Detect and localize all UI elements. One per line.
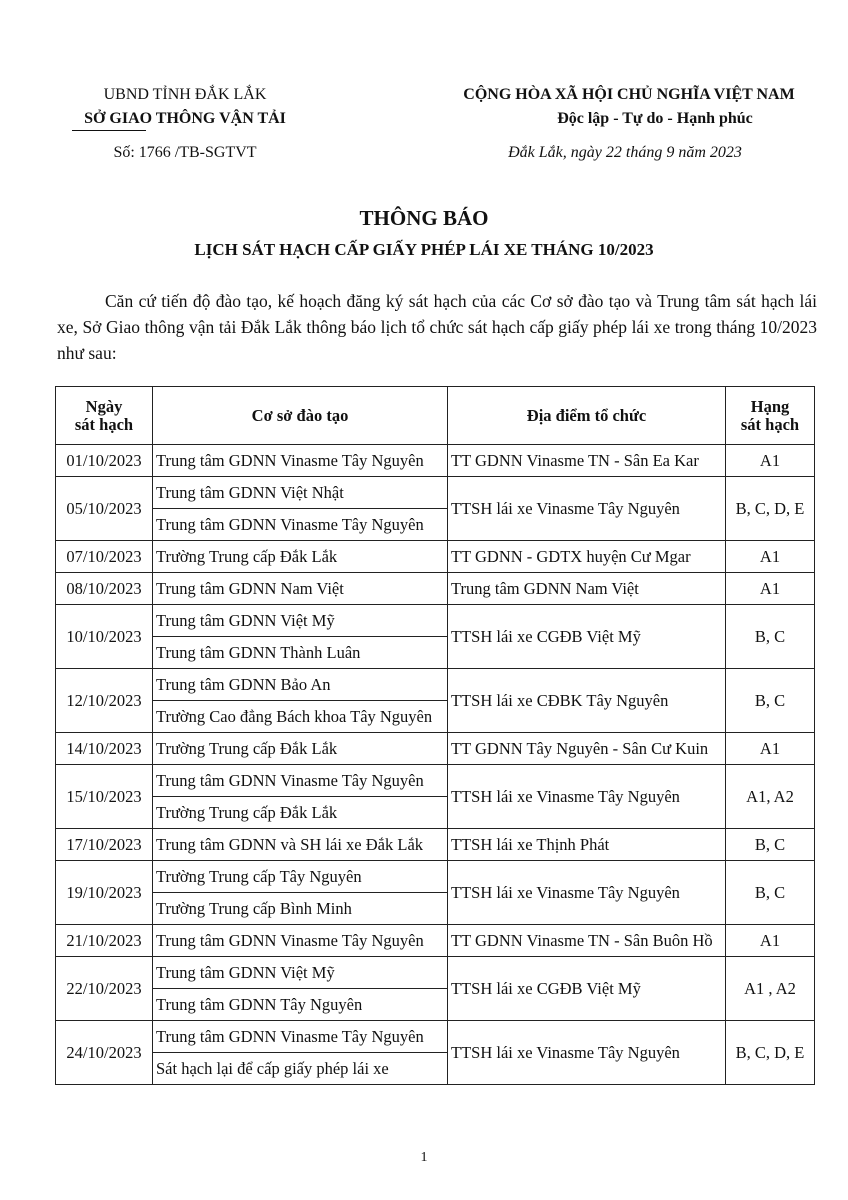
facility-cell: Trung tâm GDNN Vinasme Tây Nguyên xyxy=(153,765,448,797)
location-cell: TTSH lái xe Vinasme Tây Nguyên xyxy=(448,477,726,541)
date-cell: 01/10/2023 xyxy=(56,445,153,477)
facility-cell: Trường Trung cấp Đắk Lắk xyxy=(153,797,448,829)
table-header-row xyxy=(56,387,815,445)
facility-cell: Trường Cao đẳng Bách khoa Tây Nguyên xyxy=(153,701,448,733)
location-cell: TTSH lái xe Thịnh Phát xyxy=(448,829,726,861)
facility-cell: Trung tâm GDNN Vinasme Tây Nguyên xyxy=(153,1021,448,1053)
table-row xyxy=(56,669,815,701)
facility-cell: Trung tâm GDNN Tây Nguyên xyxy=(153,989,448,1021)
table-row xyxy=(56,573,815,605)
location-cell: TTSH lái xe CĐBK Tây Nguyên xyxy=(448,669,726,733)
location-cell: TTSH lái xe Vinasme Tây Nguyên xyxy=(448,765,726,829)
date-cell: 12/10/2023 xyxy=(56,669,153,733)
table-row xyxy=(56,861,815,893)
facility-cell: Trung tâm GDNN Nam Việt xyxy=(153,573,448,605)
date-cell: 07/10/2023 xyxy=(56,541,153,573)
facility-cell: Trung tâm GDNN và SH lái xe Đắk Lắk xyxy=(153,829,448,861)
column-header-class: Hạng sát hạch xyxy=(726,387,815,445)
facility-cell: Trung tâm GDNN Việt Nhật xyxy=(153,477,448,509)
facility-cell: Trung tâm GDNN Bảo An xyxy=(153,669,448,701)
facility-cell: Trung tâm GDNN Vinasme Tây Nguyên xyxy=(153,445,448,477)
date-cell: 22/10/2023 xyxy=(56,957,153,1021)
table-row xyxy=(56,765,815,797)
date-cell: 21/10/2023 xyxy=(56,925,153,957)
table-row xyxy=(56,445,815,477)
class-cell: A1 xyxy=(726,445,815,477)
location-cell: TT GDNN - GDTX huyện Cư Mgar xyxy=(448,541,726,573)
location-cell: TT GDNN Vinasme TN - Sân Buôn Hồ xyxy=(448,925,726,957)
issue-date: Đắk Lắk, ngày 22 tháng 9 năm 2023 xyxy=(508,144,742,161)
page-title: THÔNG BÁO xyxy=(359,206,489,230)
facility-cell: Trường Trung cấp Đắk Lắk xyxy=(153,733,448,765)
column-header-location: Địa điểm tổ chức xyxy=(448,387,726,445)
location-cell: TT GDNN Vinasme TN - Sân Ea Kar xyxy=(448,445,726,477)
table-row xyxy=(56,829,815,861)
column-header-date: Ngày sát hạch xyxy=(56,387,153,445)
table-row xyxy=(56,605,815,637)
location-cell: TTSH lái xe CGĐB Việt Mỹ xyxy=(448,605,726,669)
table-row xyxy=(56,541,815,573)
class-cell: B, C xyxy=(726,829,815,861)
class-cell: B, C xyxy=(726,605,815,669)
class-cell: A1 , A2 xyxy=(726,957,815,1021)
intro-paragraph: Căn cứ tiến độ đào tạo, kế hoạch đăng ký sát hạch của các Cơ sở đào tạo và Trung tâm sát hạch lái xe, Sở Giao thông vận tải Đắk Lắk thông báo lịch tổ chức sát hạch cấp giấy phép lái xe trong tháng 10/2023 như sau: xyxy=(57,291,817,363)
header-underline-left xyxy=(72,130,146,131)
facility-cell: Trung tâm GDNN Thành Luân xyxy=(153,637,448,669)
national-motto: Độc lập - Tự do - Hạnh phúc xyxy=(557,110,753,127)
agency-name: UBND TỈNH ĐẮK LẮK xyxy=(103,86,267,103)
location-cell: TTSH lái xe CGĐB Việt Mỹ xyxy=(448,957,726,1021)
class-cell: B, C xyxy=(726,861,815,925)
date-cell: 19/10/2023 xyxy=(56,861,153,925)
class-cell: A1 xyxy=(726,573,815,605)
table-row xyxy=(56,957,815,989)
facility-cell: Trường Trung cấp Bình Minh xyxy=(153,893,448,925)
table-row xyxy=(56,925,815,957)
facility-cell: Trung tâm GDNN Việt Mỹ xyxy=(153,957,448,989)
location-cell: TT GDNN Tây Nguyên - Sân Cư Kuin xyxy=(448,733,726,765)
table-row xyxy=(56,477,815,509)
location-cell: TTSH lái xe Vinasme Tây Nguyên xyxy=(448,1021,726,1085)
date-cell: 14/10/2023 xyxy=(56,733,153,765)
class-cell: A1, A2 xyxy=(726,765,815,829)
table-row xyxy=(56,1021,815,1053)
facility-cell: Trường Trung cấp Tây Nguyên xyxy=(153,861,448,893)
facility-cell: Trung tâm GDNN Vinasme Tây Nguyên xyxy=(153,925,448,957)
national-title: CỘNG HÒA XÃ HỘI CHỦ NGHĨA VIỆT NAM xyxy=(463,86,795,103)
facility-cell: Trung tâm GDNN Vinasme Tây Nguyên xyxy=(153,509,448,541)
table-row xyxy=(56,733,815,765)
class-cell: B, C, D, E xyxy=(726,1021,815,1085)
location-cell: Trung tâm GDNN Nam Việt xyxy=(448,573,726,605)
date-cell: 17/10/2023 xyxy=(56,829,153,861)
page-number: 1 xyxy=(420,1150,428,1165)
date-cell: 24/10/2023 xyxy=(56,1021,153,1085)
date-cell: 15/10/2023 xyxy=(56,765,153,829)
schedule-table xyxy=(55,386,815,1085)
document-number: Số: 1766 /TB-SGTVT xyxy=(113,144,257,161)
location-cell: TTSH lái xe Vinasme Tây Nguyên xyxy=(448,861,726,925)
facility-cell: Trung tâm GDNN Việt Mỹ xyxy=(153,605,448,637)
class-cell: A1 xyxy=(726,733,815,765)
facility-cell: Sát hạch lại để cấp giấy phép lái xe xyxy=(153,1053,448,1085)
class-cell: B, C, D, E xyxy=(726,477,815,541)
class-cell: A1 xyxy=(726,541,815,573)
class-cell: A1 xyxy=(726,925,815,957)
date-cell: 10/10/2023 xyxy=(56,605,153,669)
page-subtitle: LỊCH SÁT HẠCH CẤP GIẤY PHÉP LÁI XE THÁNG 10/2023 xyxy=(194,240,654,259)
facility-cell: Trường Trung cấp Đắk Lắk xyxy=(153,541,448,573)
date-cell: 05/10/2023 xyxy=(56,477,153,541)
date-cell: 08/10/2023 xyxy=(56,573,153,605)
column-header-facility: Cơ sở đào tạo xyxy=(153,387,448,445)
class-cell: B, C xyxy=(726,669,815,733)
department-name: SỞ GIAO THÔNG VẬN TẢI xyxy=(84,110,286,127)
